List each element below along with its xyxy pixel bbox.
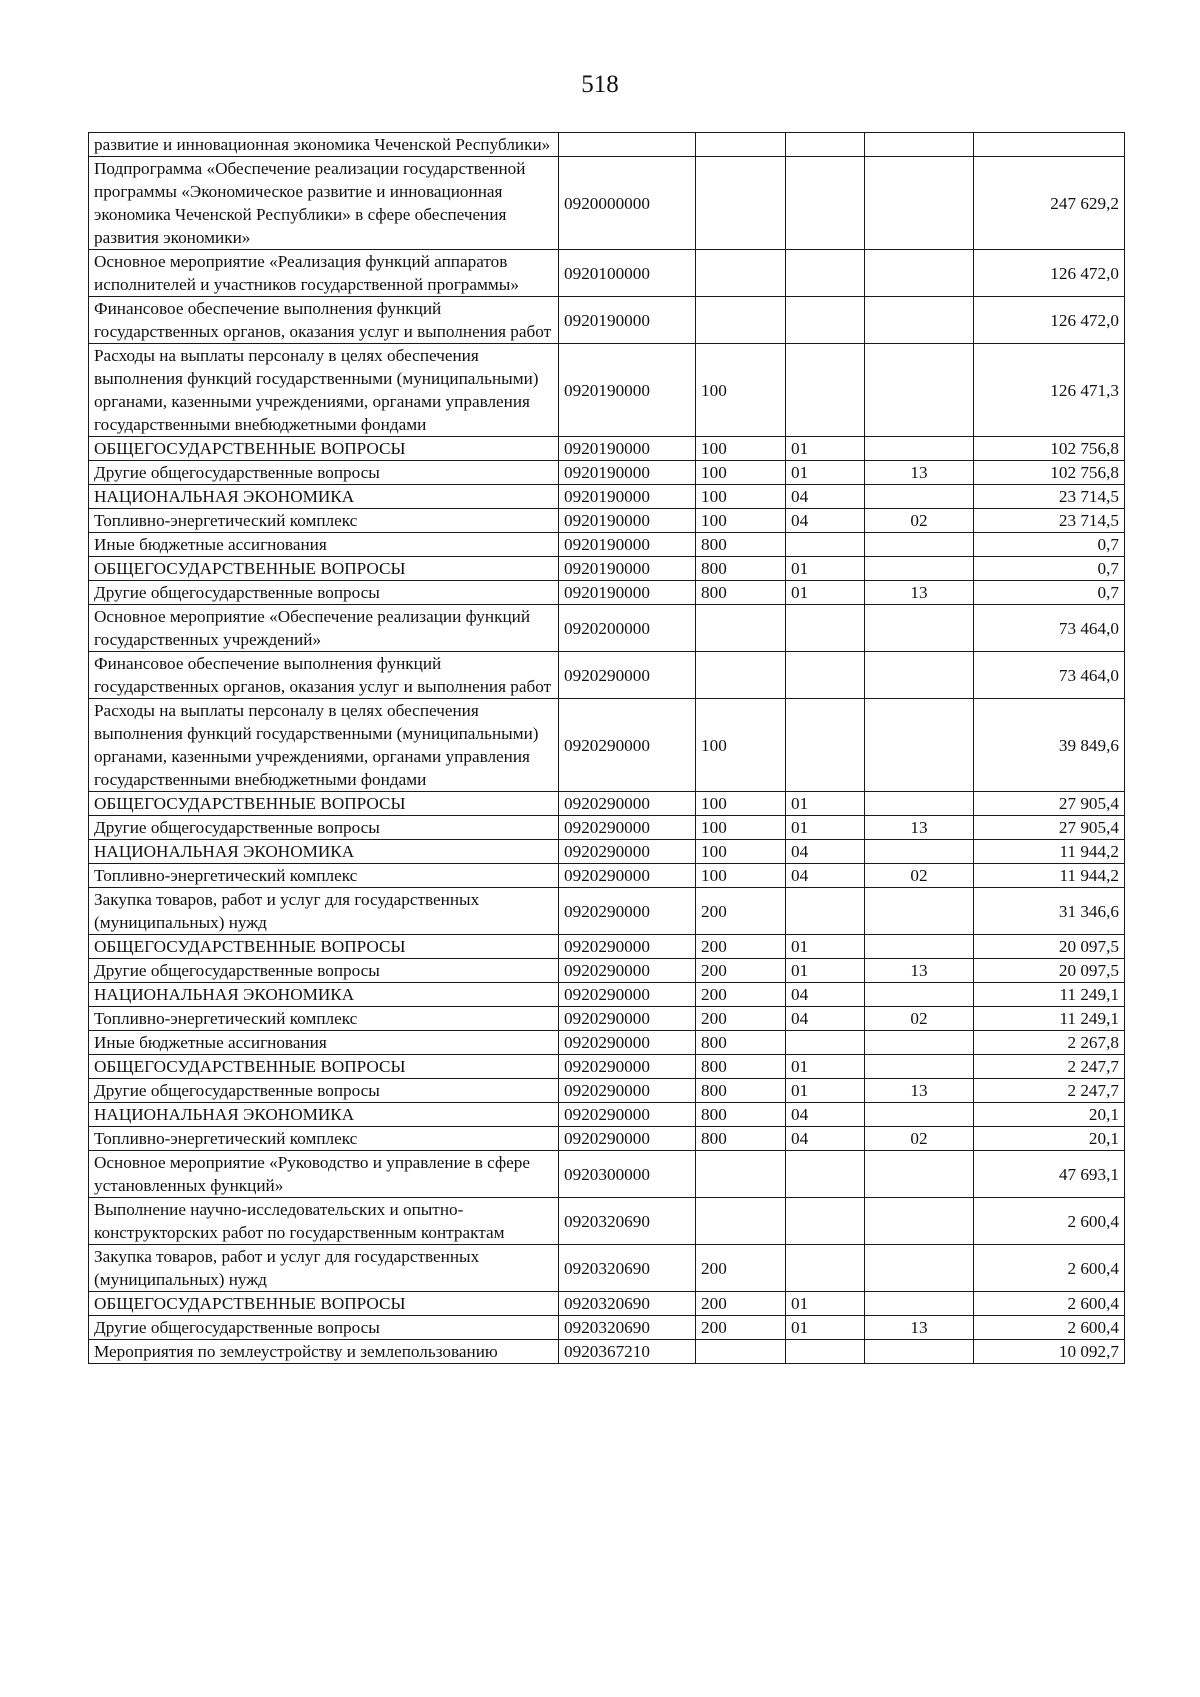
row-sum-cell: 126 472,0 bbox=[974, 250, 1125, 297]
row-vr-cell bbox=[696, 1151, 786, 1198]
row-name-cell: Расходы на выплаты персоналу в целях обеспечения выполнения функций государственными (муниципальными) органами, казенными учреждениями, органами управления государственными внебюджетными фондами bbox=[89, 699, 559, 792]
row-rz-cell: 04 bbox=[786, 864, 865, 888]
row-rz-cell: 01 bbox=[786, 1079, 865, 1103]
budget-table-body bbox=[89, 133, 1125, 1364]
table-row bbox=[89, 509, 1125, 533]
row-pr-cell bbox=[865, 983, 974, 1007]
row-rz-cell: 01 bbox=[786, 1055, 865, 1079]
row-sum-cell: 73 464,0 bbox=[974, 652, 1125, 699]
row-sum-cell: 2 600,4 bbox=[974, 1316, 1125, 1340]
table-row bbox=[89, 1198, 1125, 1245]
row-sum-cell: 10 092,7 bbox=[974, 1340, 1125, 1364]
row-sum-cell: 23 714,5 bbox=[974, 509, 1125, 533]
row-rz-cell: 01 bbox=[786, 792, 865, 816]
row-rz-cell bbox=[786, 605, 865, 652]
row-code-cell: 0920190000 bbox=[559, 509, 696, 533]
row-pr-cell bbox=[865, 792, 974, 816]
row-name-cell: развитие и инновационная экономика Чеченской Республики» bbox=[89, 133, 559, 157]
row-code-cell: 0920320690 bbox=[559, 1292, 696, 1316]
page-number: 518 bbox=[581, 71, 619, 98]
row-name-cell: Иные бюджетные ассигнования bbox=[89, 533, 559, 557]
row-rz-cell: 04 bbox=[786, 1103, 865, 1127]
row-pr-cell: 13 bbox=[865, 959, 974, 983]
row-vr-cell: 200 bbox=[696, 983, 786, 1007]
table-row bbox=[89, 888, 1125, 935]
row-code-cell: 0920290000 bbox=[559, 983, 696, 1007]
row-code-cell: 0920290000 bbox=[559, 699, 696, 792]
row-pr-cell: 02 bbox=[865, 1007, 974, 1031]
row-code-cell: 0920290000 bbox=[559, 652, 696, 699]
row-code-cell: 0920190000 bbox=[559, 437, 696, 461]
row-vr-cell: 100 bbox=[696, 437, 786, 461]
row-name-cell: ОБЩЕГОСУДАРСТВЕННЫЕ ВОПРОСЫ bbox=[89, 1292, 559, 1316]
row-vr-cell: 100 bbox=[696, 461, 786, 485]
row-pr-cell bbox=[865, 250, 974, 297]
row-vr-cell bbox=[696, 1340, 786, 1364]
row-rz-cell bbox=[786, 533, 865, 557]
row-sum-cell: 2 247,7 bbox=[974, 1055, 1125, 1079]
row-sum-cell: 2 267,8 bbox=[974, 1031, 1125, 1055]
budget-table bbox=[88, 132, 1125, 1364]
row-pr-cell: 13 bbox=[865, 1079, 974, 1103]
row-code-cell: 0920320690 bbox=[559, 1245, 696, 1292]
row-pr-cell bbox=[865, 533, 974, 557]
row-vr-cell: 800 bbox=[696, 533, 786, 557]
row-rz-cell: 04 bbox=[786, 983, 865, 1007]
row-sum-cell: 11 944,2 bbox=[974, 864, 1125, 888]
row-sum-cell: 126 471,3 bbox=[974, 344, 1125, 437]
row-vr-cell: 100 bbox=[696, 509, 786, 533]
row-vr-cell: 800 bbox=[696, 1103, 786, 1127]
row-pr-cell bbox=[865, 605, 974, 652]
row-code-cell: 0920320690 bbox=[559, 1198, 696, 1245]
row-rz-cell bbox=[786, 157, 865, 250]
row-name-cell: Основное мероприятие «Руководство и управление в сфере установленных функций» bbox=[89, 1151, 559, 1198]
row-name-cell: НАЦИОНАЛЬНАЯ ЭКОНОМИКА bbox=[89, 485, 559, 509]
table-row bbox=[89, 864, 1125, 888]
row-name-cell: Основное мероприятие «Реализация функций аппаратов исполнителей и участников государственной программы» bbox=[89, 250, 559, 297]
row-name-cell: Иные бюджетные ассигнования bbox=[89, 1031, 559, 1055]
row-name-cell: ОБЩЕГОСУДАРСТВЕННЫЕ ВОПРОСЫ bbox=[89, 1055, 559, 1079]
row-rz-cell bbox=[786, 1031, 865, 1055]
row-code-cell: 0920290000 bbox=[559, 864, 696, 888]
row-vr-cell bbox=[696, 652, 786, 699]
row-name-cell: НАЦИОНАЛЬНАЯ ЭКОНОМИКА bbox=[89, 840, 559, 864]
table-row bbox=[89, 816, 1125, 840]
row-sum-cell: 20,1 bbox=[974, 1103, 1125, 1127]
row-sum-cell: 102 756,8 bbox=[974, 461, 1125, 485]
row-pr-cell bbox=[865, 1340, 974, 1364]
row-pr-cell bbox=[865, 1292, 974, 1316]
table-row bbox=[89, 1055, 1125, 1079]
row-code-cell: 0920190000 bbox=[559, 533, 696, 557]
row-pr-cell bbox=[865, 652, 974, 699]
row-rz-cell bbox=[786, 250, 865, 297]
row-pr-cell bbox=[865, 297, 974, 344]
row-name-cell: Расходы на выплаты персоналу в целях обеспечения выполнения функций государственными (муниципальными) органами, казенными учреждениями, органами управления государственными внебюджетными фондами bbox=[89, 344, 559, 437]
row-code-cell: 0920190000 bbox=[559, 297, 696, 344]
row-rz-cell bbox=[786, 297, 865, 344]
table-row bbox=[89, 1245, 1125, 1292]
row-sum-cell: 23 714,5 bbox=[974, 485, 1125, 509]
row-name-cell: НАЦИОНАЛЬНАЯ ЭКОНОМИКА bbox=[89, 1103, 559, 1127]
row-pr-cell bbox=[865, 840, 974, 864]
row-rz-cell bbox=[786, 1151, 865, 1198]
row-name-cell: Другие общегосударственные вопросы bbox=[89, 461, 559, 485]
row-rz-cell: 01 bbox=[786, 959, 865, 983]
row-vr-cell: 100 bbox=[696, 699, 786, 792]
row-name-cell: Финансовое обеспечение выполнения функций государственных органов, оказания услуг и выполнения работ bbox=[89, 297, 559, 344]
row-vr-cell: 100 bbox=[696, 792, 786, 816]
row-vr-cell: 200 bbox=[696, 959, 786, 983]
table-row bbox=[89, 1103, 1125, 1127]
row-sum-cell: 2 600,4 bbox=[974, 1198, 1125, 1245]
row-vr-cell: 100 bbox=[696, 485, 786, 509]
row-pr-cell bbox=[865, 557, 974, 581]
row-name-cell: НАЦИОНАЛЬНАЯ ЭКОНОМИКА bbox=[89, 983, 559, 1007]
row-sum-cell: 39 849,6 bbox=[974, 699, 1125, 792]
row-pr-cell bbox=[865, 1031, 974, 1055]
row-pr-cell bbox=[865, 1103, 974, 1127]
row-pr-cell bbox=[865, 157, 974, 250]
table-row bbox=[89, 461, 1125, 485]
row-pr-cell bbox=[865, 935, 974, 959]
row-pr-cell: 13 bbox=[865, 581, 974, 605]
table-row bbox=[89, 605, 1125, 652]
row-vr-cell: 800 bbox=[696, 581, 786, 605]
row-code-cell: 0920290000 bbox=[559, 935, 696, 959]
table-row bbox=[89, 1316, 1125, 1340]
row-vr-cell: 200 bbox=[696, 1292, 786, 1316]
row-sum-cell: 11 944,2 bbox=[974, 840, 1125, 864]
row-code-cell: 0920290000 bbox=[559, 1031, 696, 1055]
row-rz-cell: 04 bbox=[786, 840, 865, 864]
row-sum-cell: 126 472,0 bbox=[974, 297, 1125, 344]
row-sum-cell: 0,7 bbox=[974, 581, 1125, 605]
row-name-cell: ОБЩЕГОСУДАРСТВЕННЫЕ ВОПРОСЫ bbox=[89, 792, 559, 816]
row-sum-cell: 27 905,4 bbox=[974, 816, 1125, 840]
table-row bbox=[89, 437, 1125, 461]
row-pr-cell bbox=[865, 888, 974, 935]
row-rz-cell: 01 bbox=[786, 816, 865, 840]
row-rz-cell: 01 bbox=[786, 557, 865, 581]
row-rz-cell bbox=[786, 133, 865, 157]
table-row bbox=[89, 840, 1125, 864]
row-vr-cell: 200 bbox=[696, 888, 786, 935]
row-name-cell: Другие общегосударственные вопросы bbox=[89, 581, 559, 605]
table-row bbox=[89, 1127, 1125, 1151]
row-code-cell: 0920290000 bbox=[559, 792, 696, 816]
row-name-cell: Другие общегосударственные вопросы bbox=[89, 1316, 559, 1340]
row-rz-cell bbox=[786, 1198, 865, 1245]
table-row bbox=[89, 1007, 1125, 1031]
row-name-cell: Топливно-энергетический комплекс bbox=[89, 509, 559, 533]
row-code-cell: 0920290000 bbox=[559, 888, 696, 935]
row-pr-cell: 13 bbox=[865, 816, 974, 840]
table-row bbox=[89, 133, 1125, 157]
row-pr-cell: 13 bbox=[865, 461, 974, 485]
row-code-cell bbox=[559, 133, 696, 157]
row-code-cell: 0920100000 bbox=[559, 250, 696, 297]
row-rz-cell: 01 bbox=[786, 1316, 865, 1340]
row-vr-cell: 800 bbox=[696, 1079, 786, 1103]
row-name-cell: Подпрограмма «Обеспечение реализации государственной программы «Экономическое развитие и инновационная экономика Чеченской Республики» в сфере обеспечения развития экономики» bbox=[89, 157, 559, 250]
table-row bbox=[89, 1031, 1125, 1055]
row-pr-cell: 13 bbox=[865, 1316, 974, 1340]
row-sum-cell: 20 097,5 bbox=[974, 935, 1125, 959]
table-row bbox=[89, 581, 1125, 605]
row-rz-cell bbox=[786, 1245, 865, 1292]
row-sum-cell: 27 905,4 bbox=[974, 792, 1125, 816]
row-name-cell: Другие общегосударственные вопросы bbox=[89, 816, 559, 840]
row-rz-cell: 01 bbox=[786, 1292, 865, 1316]
row-sum-cell: 0,7 bbox=[974, 533, 1125, 557]
row-rz-cell bbox=[786, 699, 865, 792]
row-rz-cell bbox=[786, 652, 865, 699]
row-pr-cell: 02 bbox=[865, 509, 974, 533]
row-sum-cell: 20 097,5 bbox=[974, 959, 1125, 983]
table-row bbox=[89, 983, 1125, 1007]
row-code-cell: 0920290000 bbox=[559, 840, 696, 864]
row-name-cell: Закупка товаров, работ и услуг для государственных (муниципальных) нужд bbox=[89, 1245, 559, 1292]
row-vr-cell: 800 bbox=[696, 1031, 786, 1055]
row-vr-cell: 200 bbox=[696, 1245, 786, 1292]
row-name-cell: Финансовое обеспечение выполнения функций государственных органов, оказания услуг и выполнения работ bbox=[89, 652, 559, 699]
row-vr-cell bbox=[696, 133, 786, 157]
row-rz-cell: 04 bbox=[786, 1007, 865, 1031]
row-pr-cell bbox=[865, 1198, 974, 1245]
row-name-cell: ОБЩЕГОСУДАРСТВЕННЫЕ ВОПРОСЫ bbox=[89, 935, 559, 959]
row-vr-cell: 800 bbox=[696, 1055, 786, 1079]
table-row bbox=[89, 959, 1125, 983]
row-vr-cell bbox=[696, 605, 786, 652]
table-row bbox=[89, 485, 1125, 509]
row-rz-cell: 04 bbox=[786, 1127, 865, 1151]
row-name-cell: Выполнение научно-исследовательских и опытно-конструкторских работ по государственным контрактам bbox=[89, 1198, 559, 1245]
row-vr-cell bbox=[696, 157, 786, 250]
row-code-cell: 0920190000 bbox=[559, 485, 696, 509]
row-pr-cell bbox=[865, 1151, 974, 1198]
table-row bbox=[89, 557, 1125, 581]
row-sum-cell: 47 693,1 bbox=[974, 1151, 1125, 1198]
row-sum-cell: 102 756,8 bbox=[974, 437, 1125, 461]
row-rz-cell bbox=[786, 1340, 865, 1364]
row-code-cell: 0920190000 bbox=[559, 557, 696, 581]
row-rz-cell bbox=[786, 888, 865, 935]
row-code-cell: 0920190000 bbox=[559, 344, 696, 437]
row-code-cell: 0920290000 bbox=[559, 1103, 696, 1127]
row-sum-cell: 31 346,6 bbox=[974, 888, 1125, 935]
row-code-cell: 0920300000 bbox=[559, 1151, 696, 1198]
table-row bbox=[89, 652, 1125, 699]
row-code-cell: 0920290000 bbox=[559, 1007, 696, 1031]
row-sum-cell: 2 600,4 bbox=[974, 1292, 1125, 1316]
table-row bbox=[89, 157, 1125, 250]
row-code-cell: 0920367210 bbox=[559, 1340, 696, 1364]
row-pr-cell: 02 bbox=[865, 1127, 974, 1151]
table-row bbox=[89, 1340, 1125, 1364]
row-sum-cell: 20,1 bbox=[974, 1127, 1125, 1151]
row-name-cell: ОБЩЕГОСУДАРСТВЕННЫЕ ВОПРОСЫ bbox=[89, 437, 559, 461]
row-name-cell: Мероприятия по землеустройству и землепользованию bbox=[89, 1340, 559, 1364]
table-row bbox=[89, 935, 1125, 959]
row-rz-cell: 01 bbox=[786, 581, 865, 605]
table-row bbox=[89, 250, 1125, 297]
row-vr-cell: 200 bbox=[696, 935, 786, 959]
row-vr-cell: 100 bbox=[696, 344, 786, 437]
row-pr-cell bbox=[865, 437, 974, 461]
row-name-cell: ОБЩЕГОСУДАРСТВЕННЫЕ ВОПРОСЫ bbox=[89, 557, 559, 581]
row-name-cell: Закупка товаров, работ и услуг для государственных (муниципальных) нужд bbox=[89, 888, 559, 935]
row-code-cell: 0920290000 bbox=[559, 1079, 696, 1103]
row-code-cell: 0920320690 bbox=[559, 1316, 696, 1340]
row-name-cell: Другие общегосударственные вопросы bbox=[89, 1079, 559, 1103]
row-vr-cell bbox=[696, 297, 786, 344]
row-sum-cell: 247 629,2 bbox=[974, 157, 1125, 250]
row-vr-cell: 800 bbox=[696, 1127, 786, 1151]
row-sum-cell: 73 464,0 bbox=[974, 605, 1125, 652]
row-name-cell: Основное мероприятие «Обеспечение реализации функций государственных учреждений» bbox=[89, 605, 559, 652]
row-name-cell: Другие общегосударственные вопросы bbox=[89, 959, 559, 983]
row-pr-cell bbox=[865, 699, 974, 792]
row-sum-cell: 2 600,4 bbox=[974, 1245, 1125, 1292]
row-code-cell: 0920290000 bbox=[559, 1127, 696, 1151]
row-sum-cell: 11 249,1 bbox=[974, 983, 1125, 1007]
row-name-cell: Топливно-энергетический комплекс bbox=[89, 1007, 559, 1031]
table-row bbox=[89, 1151, 1125, 1198]
row-vr-cell bbox=[696, 1198, 786, 1245]
table-row bbox=[89, 1292, 1125, 1316]
row-code-cell: 0920190000 bbox=[559, 461, 696, 485]
row-vr-cell: 800 bbox=[696, 557, 786, 581]
row-rz-cell: 01 bbox=[786, 437, 865, 461]
row-code-cell: 0920290000 bbox=[559, 959, 696, 983]
row-vr-cell: 200 bbox=[696, 1007, 786, 1031]
row-sum-cell: 11 249,1 bbox=[974, 1007, 1125, 1031]
row-vr-cell: 100 bbox=[696, 816, 786, 840]
row-sum-cell: 0,7 bbox=[974, 557, 1125, 581]
table-row bbox=[89, 533, 1125, 557]
table-row bbox=[89, 344, 1125, 437]
row-rz-cell: 01 bbox=[786, 461, 865, 485]
row-code-cell: 0920190000 bbox=[559, 581, 696, 605]
row-pr-cell: 02 bbox=[865, 864, 974, 888]
row-pr-cell bbox=[865, 1055, 974, 1079]
row-code-cell: 0920000000 bbox=[559, 157, 696, 250]
table-row bbox=[89, 1079, 1125, 1103]
table-row bbox=[89, 699, 1125, 792]
row-vr-cell: 100 bbox=[696, 840, 786, 864]
row-code-cell: 0920290000 bbox=[559, 816, 696, 840]
row-sum-cell: 2 247,7 bbox=[974, 1079, 1125, 1103]
row-pr-cell bbox=[865, 133, 974, 157]
row-name-cell: Топливно-энергетический комплекс bbox=[89, 864, 559, 888]
row-sum-cell bbox=[974, 133, 1125, 157]
row-code-cell: 0920290000 bbox=[559, 1055, 696, 1079]
row-rz-cell: 01 bbox=[786, 935, 865, 959]
row-name-cell: Топливно-энергетический комплекс bbox=[89, 1127, 559, 1151]
row-vr-cell: 100 bbox=[696, 864, 786, 888]
row-pr-cell bbox=[865, 485, 974, 509]
table-row bbox=[89, 792, 1125, 816]
row-vr-cell bbox=[696, 250, 786, 297]
row-rz-cell: 04 bbox=[786, 509, 865, 533]
row-code-cell: 0920200000 bbox=[559, 605, 696, 652]
row-rz-cell: 04 bbox=[786, 485, 865, 509]
row-pr-cell bbox=[865, 344, 974, 437]
row-pr-cell bbox=[865, 1245, 974, 1292]
row-rz-cell bbox=[786, 344, 865, 437]
row-vr-cell: 200 bbox=[696, 1316, 786, 1340]
table-row bbox=[89, 297, 1125, 344]
